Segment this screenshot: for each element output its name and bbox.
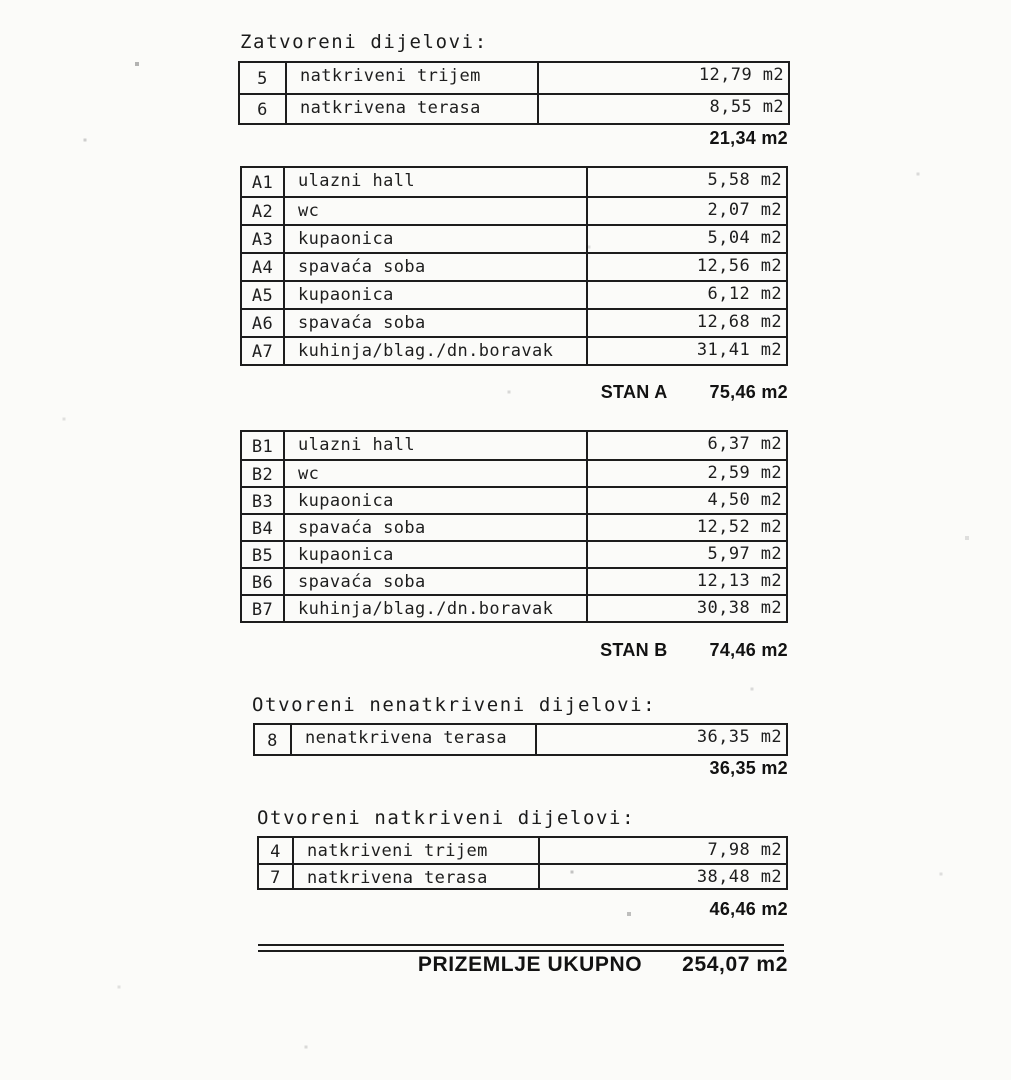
row-label: kupaonica: [285, 226, 588, 252]
table-row: [242, 308, 786, 336]
area-table-open-uncovered: [253, 723, 788, 756]
row-label: wc: [285, 461, 588, 486]
row-number: A6: [242, 310, 285, 336]
row-number: 5: [240, 63, 287, 93]
row-label: natkriveni trijem: [287, 63, 539, 93]
row-area-value: 12,13 m2: [696, 571, 782, 591]
subtotal-value: 36,35 m2: [709, 758, 788, 778]
row-number: 7: [259, 865, 294, 888]
row-number: B7: [242, 596, 285, 621]
row-number: B5: [242, 542, 285, 567]
subtotal-open-covered: [238, 899, 788, 920]
row-label: spavaća soba: [285, 310, 588, 336]
table-row: [242, 567, 786, 594]
table-row: [242, 594, 786, 621]
area-table-stan-a: [240, 166, 788, 366]
row-area-value: 6,37 m2: [707, 434, 782, 454]
row-label: kupaonica: [285, 488, 588, 513]
table-row: [240, 93, 788, 123]
subtotal-label: STAN A: [600, 382, 668, 402]
scan-speckles: [0, 0, 2, 2]
section-heading-open-covered: Otvoreni natkriveni dijelovi:: [257, 807, 636, 829]
subtotal-value: 74,46 m2: [709, 640, 788, 660]
row-label: ulazni hall: [285, 168, 588, 196]
row-label: ulazni hall: [285, 432, 588, 459]
double-rule: [258, 944, 784, 952]
table-row: [242, 486, 786, 513]
row-label: spavaća soba: [285, 569, 588, 594]
row-label: kupaonica: [285, 282, 588, 308]
section-heading-closed-parts: Zatvoreni dijelovi:: [240, 31, 488, 53]
subtotal-value: 75,46 m2: [709, 382, 788, 402]
area-table-open-covered: [257, 836, 788, 890]
subtotal-value: 21,34 m2: [709, 128, 788, 148]
row-label: nenatkrivena terasa: [292, 725, 537, 754]
table-row: [242, 224, 786, 252]
row-label: natkrivena terasa: [287, 95, 539, 123]
row-area-value: 5,97 m2: [707, 544, 782, 564]
row-area-value: 12,52 m2: [696, 517, 782, 537]
table-row: [259, 863, 786, 888]
row-number: B3: [242, 488, 285, 513]
row-area-value: 8,55 m2: [709, 97, 784, 117]
table-row: [242, 432, 786, 459]
row-label: wc: [285, 198, 588, 224]
row-area-value: 5,04 m2: [707, 228, 782, 248]
row-label: kuhinja/blag./dn.boravak: [285, 596, 588, 621]
row-area-value: 4,50 m2: [707, 490, 782, 510]
table-row: [242, 252, 786, 280]
row-area-value: 36,35 m2: [696, 727, 782, 747]
subtotal-stan-b: [238, 640, 788, 661]
row-number: 6: [240, 95, 287, 123]
row-label: kuhinja/blag./dn.boravak: [285, 338, 588, 364]
grand-total-label: PRIZEMLJE UKUPNO: [417, 953, 643, 976]
table-row: [242, 196, 786, 224]
row-area-value: 38,48 m2: [696, 867, 782, 887]
table-row: [242, 540, 786, 567]
row-number: B6: [242, 569, 285, 594]
table-row: [242, 280, 786, 308]
row-area-value: 12,56 m2: [696, 256, 782, 276]
subtotal-open-uncovered: [238, 758, 788, 779]
row-label: spavaća soba: [285, 254, 588, 280]
row-number: B2: [242, 461, 285, 486]
area-table-stan-b: [240, 430, 788, 623]
row-area-value: 2,07 m2: [707, 200, 782, 220]
row-number: B1: [242, 432, 285, 459]
table-row: [242, 513, 786, 540]
area-table-closed-parts: [238, 61, 790, 125]
row-number: A1: [242, 168, 285, 196]
row-number: A4: [242, 254, 285, 280]
row-label: natkrivena terasa: [294, 865, 540, 888]
table-row: [240, 63, 788, 93]
row-area-value: 30,38 m2: [696, 598, 782, 618]
row-number: A5: [242, 282, 285, 308]
table-row: [255, 725, 786, 754]
row-number: A3: [242, 226, 285, 252]
subtotal-value: 46,46 m2: [709, 899, 788, 919]
row-number: A7: [242, 338, 285, 364]
row-area-value: 12,68 m2: [696, 312, 782, 332]
row-label: natkriveni trijem: [294, 838, 540, 863]
row-area-value: 2,59 m2: [707, 463, 782, 483]
row-number: 8: [255, 725, 292, 754]
table-row: [242, 168, 786, 196]
row-area-value: 7,98 m2: [707, 840, 782, 860]
subtotal-closed-parts: [238, 128, 788, 149]
row-number: 4: [259, 838, 294, 863]
subtotal-label: STAN B: [600, 640, 668, 660]
grand-total-value: 254,07 m2: [682, 953, 788, 976]
subtotal-stan-a: [238, 382, 788, 403]
section-heading-open-uncovered: Otvoreni nenatkriveni dijelovi:: [252, 694, 657, 716]
row-area-value: 6,12 m2: [707, 284, 782, 304]
table-row: [242, 336, 786, 364]
row-number: A2: [242, 198, 285, 224]
row-label: spavaća soba: [285, 515, 588, 540]
row-area-value: 5,58 m2: [707, 170, 782, 190]
grand-total-line: [238, 953, 788, 977]
row-number: B4: [242, 515, 285, 540]
row-area-value: 12,79 m2: [698, 65, 784, 85]
row-area-value: 31,41 m2: [696, 340, 782, 360]
row-label: kupaonica: [285, 542, 588, 567]
table-row: [259, 838, 786, 863]
table-row: [242, 459, 786, 486]
